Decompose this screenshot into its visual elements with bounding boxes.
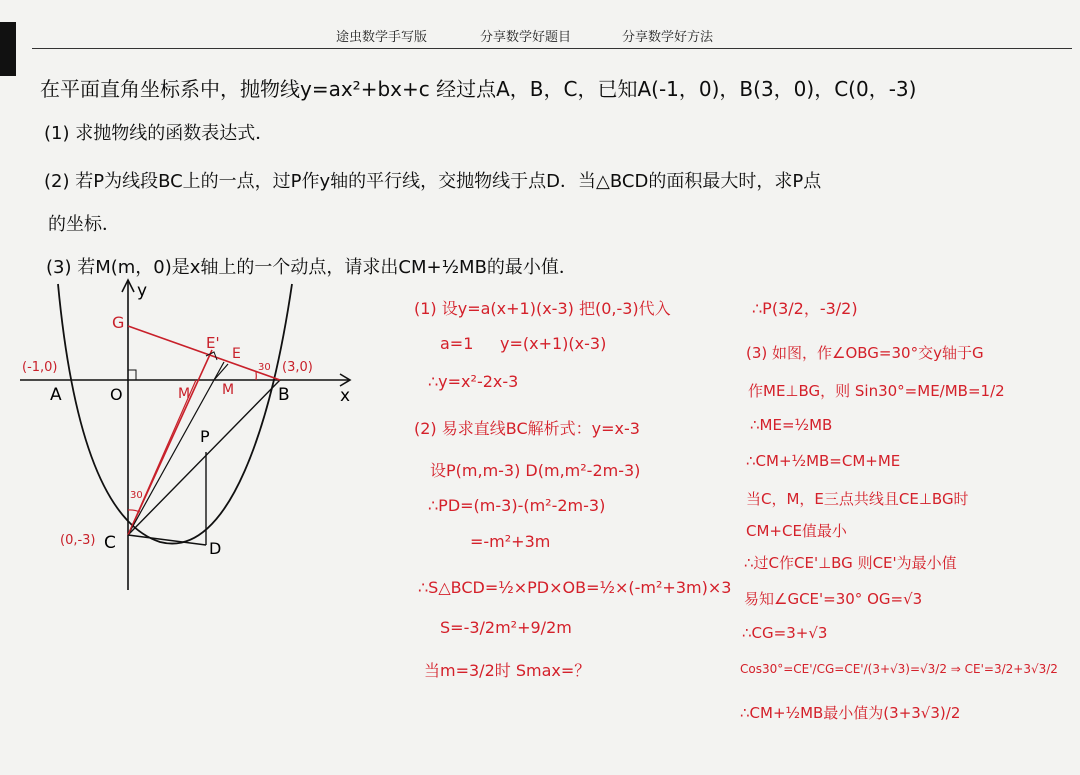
header-item-2: 分享数学好题目 bbox=[480, 30, 572, 45]
header-rule bbox=[32, 48, 1072, 49]
point-label-C: C bbox=[104, 533, 116, 553]
point-label-E: E bbox=[232, 346, 241, 362]
solution-3-line-11: ∴CM+½MB最小值为(3+3√3)/2 bbox=[740, 704, 961, 722]
solution-3-line-9: ∴CG=3+√3 bbox=[742, 624, 828, 642]
solution-1-line-3: ∴y=x²-2x-3 bbox=[428, 372, 519, 391]
solution-2-line-5: ∴S△BCD=½×PD×OB=½×(-m²+3m)×3 bbox=[418, 578, 732, 597]
coord-label-A: (-1,0) bbox=[22, 360, 58, 375]
question-1: (1) 求抛物线的函数表达式． bbox=[44, 123, 274, 144]
question-2: (2) 若P为线段BC上的一点，过P作y轴的平行线，交抛物线于点D．当△BCD的面积最大时，求P点 bbox=[44, 171, 822, 192]
solution-2-line-3: ∴PD=(m-3)-(m²-2m-3) bbox=[428, 496, 606, 515]
line-BC bbox=[128, 380, 280, 535]
line-CE bbox=[128, 362, 224, 535]
solution-3-line-4: ∴CM+½MB=CM+ME bbox=[746, 452, 901, 470]
point-label-P: P bbox=[200, 427, 210, 446]
solution-3-line-8: 易知∠GCE'=30° OG=√3 bbox=[744, 590, 923, 608]
point-label-M: M bbox=[178, 386, 191, 402]
point-label-G: G bbox=[112, 313, 125, 332]
solution-3-line-2: 作ME⊥BG，则 Sin30°=ME/MB=1/2 bbox=[748, 382, 1005, 400]
question-2-continued: 的坐标． bbox=[48, 214, 120, 235]
point-label-A: A bbox=[50, 385, 62, 405]
origin-right-angle bbox=[128, 370, 136, 380]
problem-statement: 在平面直角坐标系中，抛物线y=ax²+bx+c 经过点A，B，C，已知A(-1，0)，B(3，0)，C(0，-3) bbox=[40, 77, 917, 101]
solution-2-line-1: (2) 易求直线BC解析式：y=x-3 bbox=[414, 419, 640, 438]
solution-2-result-P: ∴P(3/2，-3/2) bbox=[752, 299, 858, 318]
x-axis-label: x bbox=[340, 386, 351, 406]
header-item-3: 分享数学好方法 bbox=[622, 30, 714, 45]
solution-1-line-2a: a=1 bbox=[440, 334, 474, 353]
solution-2-line-6: S=-3/2m²+9/2m bbox=[440, 618, 572, 637]
solution-2-line-7: 当m=3/2时 Smax=？ bbox=[424, 661, 591, 680]
page-header bbox=[0, 26, 1080, 48]
point-label-E-prime: E' bbox=[206, 334, 220, 352]
solution-3-line-6: CM+CE值最小 bbox=[746, 522, 847, 540]
y-axis-label: y bbox=[137, 281, 148, 301]
angle-arc-C bbox=[128, 510, 140, 512]
solution-1-line-2b: y=(x+1)(x-3) bbox=[500, 334, 607, 353]
solution-3-line-7: ∴过C作CE'⊥BG 则CE'为最小值 bbox=[744, 554, 957, 572]
point-label-M2: M bbox=[222, 382, 235, 398]
geometry-figure bbox=[0, 270, 400, 610]
coord-label-B: (3,0) bbox=[282, 360, 313, 375]
angle-label-B: 30 bbox=[258, 362, 271, 373]
solution-2-line-4: =-m²+3m bbox=[470, 532, 551, 551]
parabola-curve bbox=[58, 284, 292, 544]
point-label-D: D bbox=[209, 539, 222, 558]
question-3: (3) 若M(m，0)是x轴上的一个动点，请求出CM+½MB的最小值． bbox=[46, 257, 577, 278]
point-label-O: O bbox=[110, 385, 123, 404]
point-label-B: B bbox=[278, 385, 290, 405]
solution-3-line-3: ∴ME=½MB bbox=[750, 416, 833, 434]
solution-3-line-1: (3) 如图，作∠OBG=30°交y轴于G bbox=[746, 344, 984, 362]
solution-3-line-5: 当C，M，E三点共线且CE⊥BG时 bbox=[746, 490, 969, 508]
angle-label-C: 30 bbox=[130, 490, 143, 501]
header-item-1: 途虫数学手写版 bbox=[336, 30, 428, 45]
solution-2-line-2: 设P(m,m-3) D(m,m²-2m-3) bbox=[430, 461, 641, 480]
solution-1-line-1: (1) 设y=a(x+1)(x-3) 把(0,-3)代入 bbox=[414, 299, 671, 318]
solution-3-line-10: Cos30°=CE'/CG=CE'/(3+√3)=√3/2 ⇒ CE'=3/2+3√3/2 bbox=[740, 662, 1058, 676]
coord-label-C: (0,-3) bbox=[60, 533, 96, 548]
